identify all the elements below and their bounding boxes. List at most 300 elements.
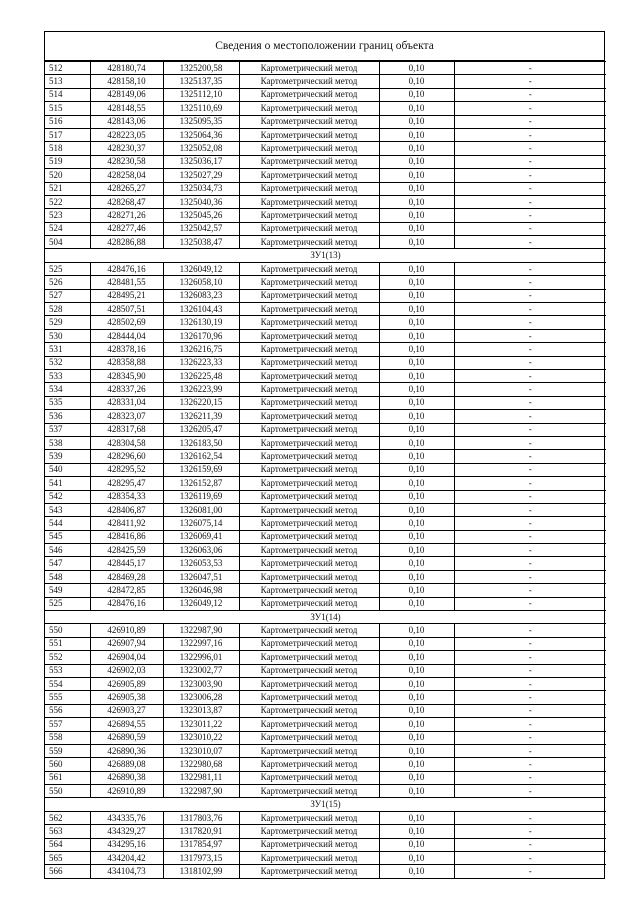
table-row <box>45 383 606 396</box>
section-label: ЗУ1(14) <box>45 611 606 624</box>
table-row <box>45 343 606 356</box>
x-coordinate-cell: 428223,05 <box>90 128 163 141</box>
method-cell: Картометрический метод <box>239 852 379 865</box>
x-coordinate-cell: 428502,69 <box>90 316 163 329</box>
x-coordinate-cell: 434335,76 <box>90 811 163 824</box>
table-row <box>45 731 606 744</box>
accuracy-cell: 0,10 <box>379 597 454 610</box>
table-row <box>45 530 606 543</box>
y-coordinate-cell: 1325137,35 <box>163 75 239 88</box>
y-coordinate-cell: 1325036,17 <box>163 155 239 168</box>
accuracy-cell: 0,10 <box>379 463 454 476</box>
y-coordinate-cell: 1326223,33 <box>163 356 239 369</box>
x-coordinate-cell: 428149,06 <box>90 88 163 101</box>
point-number-cell: 526 <box>45 276 90 289</box>
table-row <box>45 195 606 208</box>
accuracy-cell: 0,10 <box>379 62 454 75</box>
table-row <box>45 463 606 476</box>
x-coordinate-cell: 428323,07 <box>90 410 163 423</box>
table-row <box>45 691 606 704</box>
x-coordinate-cell: 428277,46 <box>90 222 163 235</box>
method-cell: Картометрический метод <box>239 651 379 664</box>
x-coordinate-cell: 428271,26 <box>90 209 163 222</box>
x-coordinate-cell: 428304,58 <box>90 436 163 449</box>
y-coordinate-cell: 1326152,87 <box>163 477 239 490</box>
description-cell: - <box>454 316 606 329</box>
x-coordinate-cell: 428495,21 <box>90 289 163 302</box>
x-coordinate-cell: 428354,33 <box>90 490 163 503</box>
description-cell: - <box>454 450 606 463</box>
y-coordinate-cell: 1325110,69 <box>163 102 239 115</box>
point-number-cell: 545 <box>45 530 90 543</box>
table-row <box>45 865 606 878</box>
description-cell: - <box>454 102 606 115</box>
description-cell: - <box>454 825 606 838</box>
description-cell: - <box>454 771 606 784</box>
x-coordinate-cell: 426890,36 <box>90 744 163 757</box>
table-row <box>45 222 606 235</box>
y-coordinate-cell: 1326069,41 <box>163 530 239 543</box>
point-number-cell: 530 <box>45 329 90 342</box>
point-number-cell: 524 <box>45 222 90 235</box>
table-row <box>45 477 606 490</box>
y-coordinate-cell: 1325052,08 <box>163 142 239 155</box>
y-coordinate-cell: 1326223,99 <box>163 383 239 396</box>
method-cell: Картометрический метод <box>239 436 379 449</box>
accuracy-cell: 0,10 <box>379 356 454 369</box>
method-cell: Картометрический метод <box>239 570 379 583</box>
accuracy-cell: 0,10 <box>379 677 454 690</box>
description-cell: - <box>454 691 606 704</box>
description-cell: - <box>454 838 606 851</box>
description-cell: - <box>454 410 606 423</box>
description-cell: - <box>454 436 606 449</box>
point-number-cell: 541 <box>45 477 90 490</box>
coordinates-table <box>45 61 606 878</box>
table-row <box>45 115 606 128</box>
x-coordinate-cell: 428445,17 <box>90 557 163 570</box>
y-coordinate-cell: 1326162,54 <box>163 450 239 463</box>
point-number-cell: 539 <box>45 450 90 463</box>
y-coordinate-cell: 1322987,90 <box>163 785 239 798</box>
y-coordinate-cell: 1318102,99 <box>163 865 239 878</box>
method-cell: Картометрический метод <box>239 771 379 784</box>
accuracy-cell: 0,10 <box>379 584 454 597</box>
point-number-cell: 517 <box>45 128 90 141</box>
point-number-cell: 554 <box>45 677 90 690</box>
point-number-cell: 542 <box>45 490 90 503</box>
y-coordinate-cell: 1325042,57 <box>163 222 239 235</box>
point-number-cell: 551 <box>45 637 90 650</box>
y-coordinate-cell: 1325038,47 <box>163 236 239 249</box>
accuracy-cell: 0,10 <box>379 637 454 650</box>
method-cell: Картометрический метод <box>239 463 379 476</box>
description-cell: - <box>454 88 606 101</box>
point-number-cell: 556 <box>45 704 90 717</box>
description-cell: - <box>454 236 606 249</box>
section-label: ЗУ1(13) <box>45 249 606 262</box>
accuracy-cell: 0,10 <box>379 718 454 731</box>
point-number-cell: 535 <box>45 396 90 409</box>
point-number-cell: 565 <box>45 852 90 865</box>
table-row <box>45 597 606 610</box>
section-row <box>45 249 606 262</box>
accuracy-cell: 0,10 <box>379 128 454 141</box>
description-cell: - <box>454 852 606 865</box>
point-number-cell: 534 <box>45 383 90 396</box>
description-cell: - <box>454 209 606 222</box>
y-coordinate-cell: 1326119,69 <box>163 490 239 503</box>
accuracy-cell: 0,10 <box>379 169 454 182</box>
method-cell: Картометрический метод <box>239 329 379 342</box>
accuracy-cell: 0,10 <box>379 825 454 838</box>
table-row <box>45 838 606 851</box>
x-coordinate-cell: 426890,59 <box>90 731 163 744</box>
description-cell: - <box>454 731 606 744</box>
point-number-cell: 525 <box>45 262 90 275</box>
table-row <box>45 410 606 423</box>
table-row <box>45 637 606 650</box>
y-coordinate-cell: 1326183,50 <box>163 436 239 449</box>
point-number-cell: 518 <box>45 142 90 155</box>
y-coordinate-cell: 1323006,28 <box>163 691 239 704</box>
table-row <box>45 852 606 865</box>
description-cell: - <box>454 369 606 382</box>
description-cell: - <box>454 704 606 717</box>
method-cell: Картометрический метод <box>239 142 379 155</box>
description-cell: - <box>454 557 606 570</box>
y-coordinate-cell: 1326211,39 <box>163 410 239 423</box>
point-number-cell: 564 <box>45 838 90 851</box>
description-cell: - <box>454 276 606 289</box>
section-label: ЗУ1(15) <box>45 798 606 811</box>
x-coordinate-cell: 426890,38 <box>90 771 163 784</box>
accuracy-cell: 0,10 <box>379 530 454 543</box>
description-cell: - <box>454 62 606 75</box>
x-coordinate-cell: 426905,89 <box>90 677 163 690</box>
method-cell: Картометрический метод <box>239 557 379 570</box>
y-coordinate-cell: 1322987,90 <box>163 624 239 637</box>
accuracy-cell: 0,10 <box>379 289 454 302</box>
x-coordinate-cell: 428258,04 <box>90 169 163 182</box>
y-coordinate-cell: 1326049,12 <box>163 597 239 610</box>
y-coordinate-cell: 1325040,36 <box>163 195 239 208</box>
accuracy-cell: 0,10 <box>379 503 454 516</box>
table-row <box>45 369 606 382</box>
method-cell: Картометрический метод <box>239 209 379 222</box>
accuracy-cell: 0,10 <box>379 436 454 449</box>
description-cell: - <box>454 597 606 610</box>
table-row <box>45 276 606 289</box>
y-coordinate-cell: 1323010,22 <box>163 731 239 744</box>
accuracy-cell: 0,10 <box>379 544 454 557</box>
method-cell: Картометрический метод <box>239 303 379 316</box>
x-coordinate-cell: 428337,26 <box>90 383 163 396</box>
x-coordinate-cell: 428481,55 <box>90 276 163 289</box>
x-coordinate-cell: 428158,10 <box>90 75 163 88</box>
description-cell: - <box>454 329 606 342</box>
description-cell: - <box>454 169 606 182</box>
accuracy-cell: 0,10 <box>379 731 454 744</box>
method-cell: Картометрический метод <box>239 115 379 128</box>
table-row <box>45 503 606 516</box>
accuracy-cell: 0,10 <box>379 369 454 382</box>
section-row <box>45 798 606 811</box>
point-number-cell: 529 <box>45 316 90 329</box>
accuracy-cell: 0,10 <box>379 838 454 851</box>
description-cell: - <box>454 664 606 677</box>
method-cell: Картометрический метод <box>239 517 379 530</box>
x-coordinate-cell: 428345,90 <box>90 369 163 382</box>
y-coordinate-cell: 1323003,90 <box>163 677 239 690</box>
description-cell: - <box>454 758 606 771</box>
accuracy-cell: 0,10 <box>379 262 454 275</box>
point-number-cell: 548 <box>45 570 90 583</box>
accuracy-cell: 0,10 <box>379 771 454 784</box>
x-coordinate-cell: 428286,88 <box>90 236 163 249</box>
point-number-cell: 512 <box>45 62 90 75</box>
method-cell: Картометрический метод <box>239 102 379 115</box>
description-cell: - <box>454 677 606 690</box>
x-coordinate-cell: 428406,87 <box>90 503 163 516</box>
point-number-cell: 550 <box>45 624 90 637</box>
x-coordinate-cell: 426903,27 <box>90 704 163 717</box>
point-number-cell: 557 <box>45 718 90 731</box>
accuracy-cell: 0,10 <box>379 396 454 409</box>
point-number-cell: 514 <box>45 88 90 101</box>
x-coordinate-cell: 426910,89 <box>90 624 163 637</box>
method-cell: Картометрический метод <box>239 262 379 275</box>
point-number-cell: 523 <box>45 209 90 222</box>
method-cell: Картометрический метод <box>239 731 379 744</box>
accuracy-cell: 0,10 <box>379 477 454 490</box>
x-coordinate-cell: 428230,58 <box>90 155 163 168</box>
table-row <box>45 316 606 329</box>
method-cell: Картометрический метод <box>239 544 379 557</box>
point-number-cell: 537 <box>45 423 90 436</box>
point-number-cell: 543 <box>45 503 90 516</box>
table-row <box>45 557 606 570</box>
description-cell: - <box>454 544 606 557</box>
method-cell: Картометрический метод <box>239 155 379 168</box>
accuracy-cell: 0,10 <box>379 329 454 342</box>
description-cell: - <box>454 811 606 824</box>
table-row <box>45 236 606 249</box>
x-coordinate-cell: 428425,59 <box>90 544 163 557</box>
point-number-cell: 520 <box>45 169 90 182</box>
point-number-cell: 555 <box>45 691 90 704</box>
description-cell: - <box>454 503 606 516</box>
accuracy-cell: 0,10 <box>379 570 454 583</box>
method-cell: Картометрический метод <box>239 691 379 704</box>
method-cell: Картометрический метод <box>239 62 379 75</box>
method-cell: Картометрический метод <box>239 503 379 516</box>
x-coordinate-cell: 428295,52 <box>90 463 163 476</box>
accuracy-cell: 0,10 <box>379 209 454 222</box>
description-cell: - <box>454 718 606 731</box>
accuracy-cell: 0,10 <box>379 88 454 101</box>
accuracy-cell: 0,10 <box>379 557 454 570</box>
method-cell: Картометрический метод <box>239 838 379 851</box>
point-number-cell: 540 <box>45 463 90 476</box>
method-cell: Картометрический метод <box>239 423 379 436</box>
description-cell: - <box>454 584 606 597</box>
method-cell: Картометрический метод <box>239 785 379 798</box>
y-coordinate-cell: 1326075,14 <box>163 517 239 530</box>
x-coordinate-cell: 434104,73 <box>90 865 163 878</box>
method-cell: Картометрический метод <box>239 677 379 690</box>
description-cell: - <box>454 744 606 757</box>
table-row <box>45 142 606 155</box>
method-cell: Картометрический метод <box>239 704 379 717</box>
section-row <box>45 611 606 624</box>
y-coordinate-cell: 1326216,75 <box>163 343 239 356</box>
point-number-cell: 533 <box>45 369 90 382</box>
method-cell: Картометрический метод <box>239 128 379 141</box>
method-cell: Картометрический метод <box>239 490 379 503</box>
method-cell: Картометрический метод <box>239 169 379 182</box>
x-coordinate-cell: 428143,06 <box>90 115 163 128</box>
description-cell: - <box>454 383 606 396</box>
accuracy-cell: 0,10 <box>379 303 454 316</box>
description-cell: - <box>454 651 606 664</box>
method-cell: Картометрический метод <box>239 343 379 356</box>
table-row <box>45 664 606 677</box>
document-title: Сведения о местоположении границ объекта <box>45 32 604 61</box>
y-coordinate-cell: 1326170,96 <box>163 329 239 342</box>
accuracy-cell: 0,10 <box>379 195 454 208</box>
table-row <box>45 262 606 275</box>
x-coordinate-cell: 426889,08 <box>90 758 163 771</box>
accuracy-cell: 0,10 <box>379 490 454 503</box>
point-number-cell: 527 <box>45 289 90 302</box>
table-row <box>45 169 606 182</box>
method-cell: Картометрический метод <box>239 289 379 302</box>
accuracy-cell: 0,10 <box>379 236 454 249</box>
method-cell: Картометрический метод <box>239 624 379 637</box>
accuracy-cell: 0,10 <box>379 811 454 824</box>
method-cell: Картометрический метод <box>239 369 379 382</box>
method-cell: Картометрический метод <box>239 396 379 409</box>
point-number-cell: 504 <box>45 236 90 249</box>
description-cell: - <box>454 423 606 436</box>
method-cell: Картометрический метод <box>239 195 379 208</box>
description-cell: - <box>454 155 606 168</box>
y-coordinate-cell: 1326058,10 <box>163 276 239 289</box>
x-coordinate-cell: 428358,88 <box>90 356 163 369</box>
accuracy-cell: 0,10 <box>379 383 454 396</box>
y-coordinate-cell: 1326047,51 <box>163 570 239 583</box>
accuracy-cell: 0,10 <box>379 423 454 436</box>
method-cell: Картометрический метод <box>239 584 379 597</box>
description-cell: - <box>454 75 606 88</box>
point-number-cell: 550 <box>45 785 90 798</box>
description-cell: - <box>454 517 606 530</box>
x-coordinate-cell: 426907,94 <box>90 637 163 650</box>
point-number-cell: 515 <box>45 102 90 115</box>
point-number-cell: 531 <box>45 343 90 356</box>
table-row <box>45 544 606 557</box>
y-coordinate-cell: 1326081,00 <box>163 503 239 516</box>
y-coordinate-cell: 1323010,07 <box>163 744 239 757</box>
accuracy-cell: 0,10 <box>379 852 454 865</box>
x-coordinate-cell: 428265,27 <box>90 182 163 195</box>
method-cell: Картометрический метод <box>239 637 379 650</box>
method-cell: Картометрический метод <box>239 718 379 731</box>
x-coordinate-cell: 428268,47 <box>90 195 163 208</box>
description-cell: - <box>454 463 606 476</box>
method-cell: Картометрический метод <box>239 276 379 289</box>
point-number-cell: 547 <box>45 557 90 570</box>
accuracy-cell: 0,10 <box>379 316 454 329</box>
method-cell: Картометрический метод <box>239 865 379 878</box>
table-row <box>45 329 606 342</box>
accuracy-cell: 0,10 <box>379 410 454 423</box>
y-coordinate-cell: 1322996,01 <box>163 651 239 664</box>
accuracy-cell: 0,10 <box>379 664 454 677</box>
point-number-cell: 553 <box>45 664 90 677</box>
description-cell: - <box>454 570 606 583</box>
y-coordinate-cell: 1325095,35 <box>163 115 239 128</box>
description-cell: - <box>454 785 606 798</box>
accuracy-cell: 0,10 <box>379 785 454 798</box>
y-coordinate-cell: 1326159,69 <box>163 463 239 476</box>
y-coordinate-cell: 1325027,29 <box>163 169 239 182</box>
x-coordinate-cell: 428331,04 <box>90 396 163 409</box>
description-cell: - <box>454 530 606 543</box>
x-coordinate-cell: 426894,55 <box>90 718 163 731</box>
y-coordinate-cell: 1322980,68 <box>163 758 239 771</box>
method-cell: Картометрический метод <box>239 664 379 677</box>
table-row <box>45 624 606 637</box>
method-cell: Картометрический метод <box>239 182 379 195</box>
point-number-cell: 566 <box>45 865 90 878</box>
description-cell: - <box>454 356 606 369</box>
y-coordinate-cell: 1326046,98 <box>163 584 239 597</box>
x-coordinate-cell: 428180,74 <box>90 62 163 75</box>
y-coordinate-cell: 1317820,91 <box>163 825 239 838</box>
description-cell: - <box>454 477 606 490</box>
method-cell: Картометрический метод <box>239 75 379 88</box>
x-coordinate-cell: 428416,86 <box>90 530 163 543</box>
x-coordinate-cell: 428317,68 <box>90 423 163 436</box>
table-row <box>45 182 606 195</box>
y-coordinate-cell: 1317854,97 <box>163 838 239 851</box>
description-cell: - <box>454 289 606 302</box>
description-cell: - <box>454 142 606 155</box>
table-row <box>45 88 606 101</box>
point-number-cell: 563 <box>45 825 90 838</box>
table-row <box>45 651 606 664</box>
method-cell: Картометрический метод <box>239 811 379 824</box>
x-coordinate-cell: 428148,55 <box>90 102 163 115</box>
point-number-cell: 519 <box>45 155 90 168</box>
accuracy-cell: 0,10 <box>379 624 454 637</box>
method-cell: Картометрический метод <box>239 236 379 249</box>
table-row <box>45 436 606 449</box>
point-number-cell: 538 <box>45 436 90 449</box>
accuracy-cell: 0,10 <box>379 450 454 463</box>
point-number-cell: 536 <box>45 410 90 423</box>
y-coordinate-cell: 1323013,87 <box>163 704 239 717</box>
point-number-cell: 552 <box>45 651 90 664</box>
method-cell: Картометрический метод <box>239 410 379 423</box>
method-cell: Картометрический метод <box>239 477 379 490</box>
accuracy-cell: 0,10 <box>379 758 454 771</box>
method-cell: Картометрический метод <box>239 450 379 463</box>
method-cell: Картометрический метод <box>239 530 379 543</box>
method-cell: Картометрический метод <box>239 597 379 610</box>
